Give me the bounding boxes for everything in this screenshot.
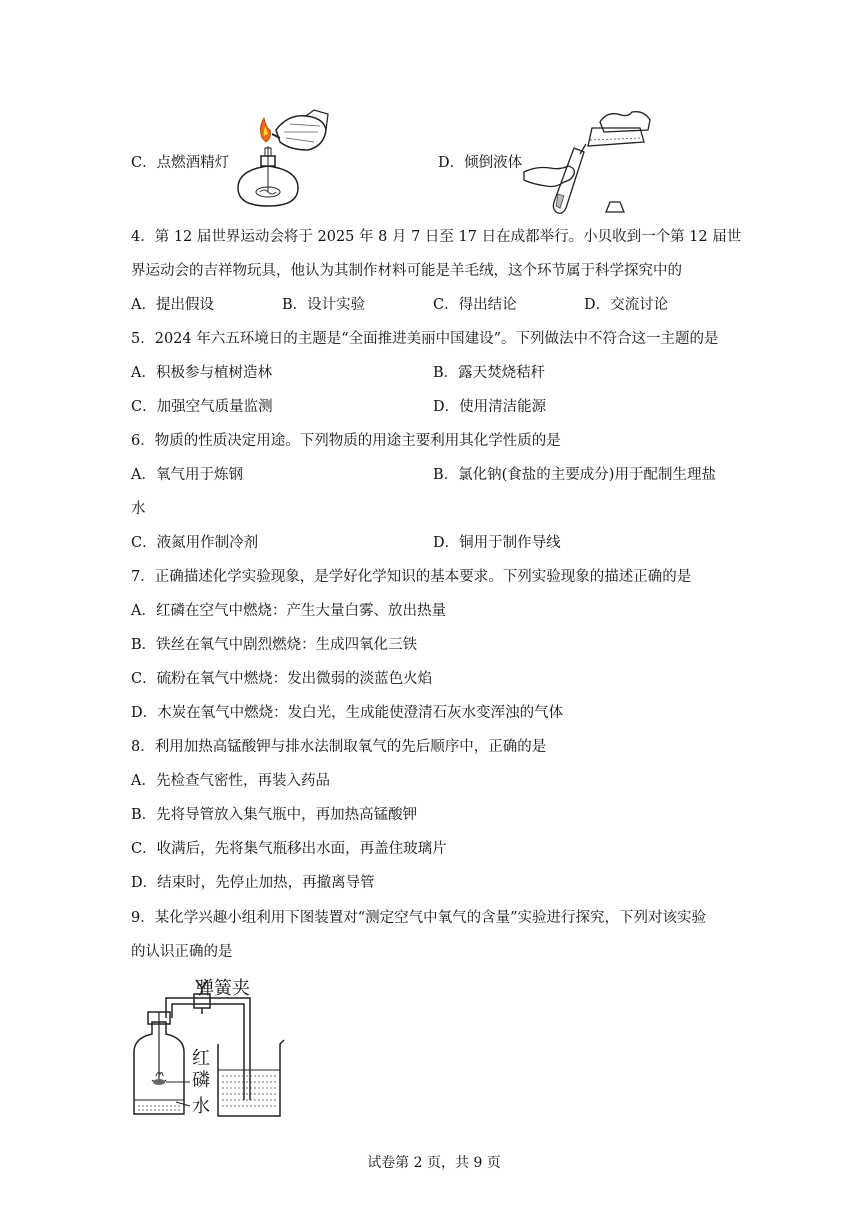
q4-option-c: C．得出结论 <box>433 297 517 313</box>
red-label: 红 <box>192 1048 210 1069</box>
q9-stem-line1: 9．某化学兴趣小组利用下图装置对“测定空气中氧气的含量”实验进行探究，下列对该实验 <box>131 910 707 926</box>
q9-stem-line2: 的认识正确的是 <box>131 944 233 960</box>
q6-option-b-line2: 水 <box>131 501 146 517</box>
pouring-liquid-illustration <box>520 108 660 220</box>
q6-option-b-line1: B．氯化钠(食盐的主要成分)用于配制生理盐 <box>433 467 716 483</box>
q3-option-c: C．点燃酒精灯 <box>131 155 230 171</box>
q3-option-d: D．倾倒液体 <box>438 155 523 171</box>
clamp-label: 弹簧夹 <box>196 978 250 999</box>
q5-option-b: B．露天焚烧秸秆 <box>433 365 546 381</box>
q6-option-d: D．铜用于制作导线 <box>433 535 561 551</box>
page-footer: 试卷第 2 页，共 9 页 <box>367 1155 501 1171</box>
q7-option-d: D．木炭在氧气中燃烧：发白光，生成能使澄清石灰水变浑浊的气体 <box>131 705 564 721</box>
q4-option-d: D．交流讨论 <box>584 297 669 313</box>
q7-option-c: C．硫粉在氧气中燃烧：发出微弱的淡蓝色火焰 <box>131 671 433 687</box>
q5-option-a: A．积极参与植树造林 <box>131 365 272 381</box>
q7-option-b: B．铁丝在氧气中剧烈燃烧：生成四氧化三铁 <box>131 637 418 653</box>
q4-stem-line2: 界运动会的吉祥物玩具，他认为其制作材料可能是羊毛绒，这个环节属于科学探究中的 <box>131 263 682 279</box>
water-label: 水 <box>192 1096 210 1117</box>
q5-option-d: D．使用清洁能源 <box>433 399 547 415</box>
q8-option-b: B．先将导管放入集气瓶中，再加热高锰酸钾 <box>131 807 418 823</box>
q7-option-a: A．红磷在空气中燃烧：产生大量白雾、放出热量 <box>131 603 446 619</box>
q6-option-c: C．液氮用作制冷剂 <box>131 535 259 551</box>
phosphorus-label: 磷 <box>192 1070 210 1091</box>
q5-stem: 5．2024 年六五环境日的主题是“全面推进美丽中国建设”。下列做法中不符合这一主题的是 <box>131 331 719 347</box>
q8-option-a: A．先检查气密性，再装入药品 <box>131 773 330 789</box>
q8-option-c: C．收满后，先将集气瓶移出水面，再盖住玻璃片 <box>131 841 447 857</box>
q6-stem: 6．物质的性质决定用途。下列物质的用途主要利用其化学性质的是 <box>131 433 561 449</box>
oxygen-content-apparatus-diagram <box>126 972 292 1122</box>
alcohol-lamp-lighting-illustration <box>228 108 336 210</box>
q6-option-a: A．氧气用于炼钢 <box>131 467 243 483</box>
q4-option-a: A．提出假设 <box>131 297 214 313</box>
q4-option-b: B．设计实验 <box>282 297 366 313</box>
q8-option-d: D．结束时，先停止加热，再撤离导管 <box>131 875 375 891</box>
q4-stem-line1: 4．第 12 届世界运动会将于 2025 年 8 月 7 日至 17 日在成都举行。小贝收到一个第 12 届世 <box>131 229 742 245</box>
q8-stem: 8．利用加热高锰酸钾与排水法制取氧气的先后顺序中，正确的是 <box>131 739 547 755</box>
q5-option-c: C．加强空气质量监测 <box>131 399 273 415</box>
q7-stem: 7．正确描述化学实验现象，是学好化学知识的基本要求。下列实验现象的描述正确的是 <box>131 569 692 585</box>
